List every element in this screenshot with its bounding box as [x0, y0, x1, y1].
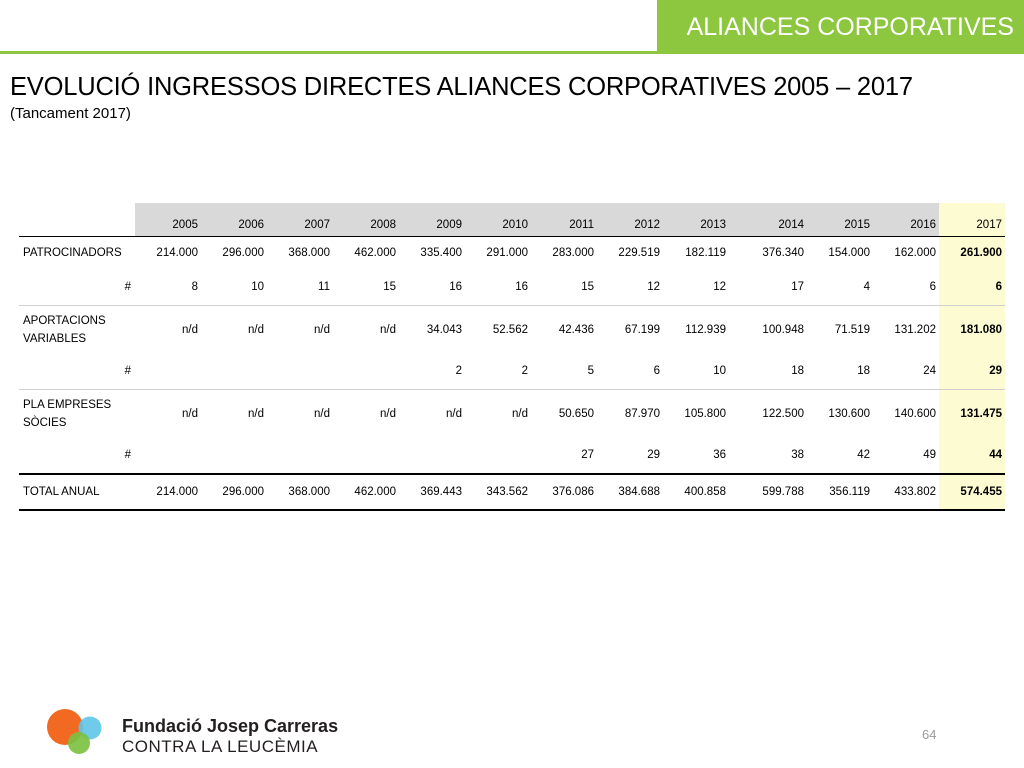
table-cell: 384.688	[597, 474, 663, 510]
table-cell: 140.600	[894, 407, 936, 420]
table-cell: 44	[939, 438, 1005, 474]
table-cell: 15	[531, 270, 597, 306]
table-cell: 2	[399, 354, 465, 390]
page-title: EVOLUCIÓ INGRESSOS DIRECTES ALIANCES CORPORATIVES 2005 – 2017	[10, 73, 913, 101]
row-label: PATROCINADORS	[23, 247, 122, 259]
row-label: #	[19, 270, 135, 306]
table-row	[19, 474, 1005, 510]
table-cell: 154.000	[828, 247, 870, 259]
section-banner	[657, 0, 1024, 53]
table-cell: 29	[597, 438, 663, 474]
row-label: APORTACIONS VARIABLES	[23, 314, 106, 345]
table-cell: 131.475	[939, 389, 1005, 438]
table-cell: 122.500	[762, 407, 804, 420]
year-header: 2013	[663, 203, 729, 236]
table-cell: n/d	[446, 407, 462, 420]
table-cell: 462.000	[354, 247, 396, 259]
table-cell: 433.802	[873, 474, 939, 510]
table-cell: 2	[465, 354, 531, 390]
table-cell: 50.650	[558, 407, 594, 420]
table-cell: 400.858	[663, 474, 729, 510]
table-cell: 42	[807, 438, 873, 474]
table-header-row	[19, 203, 1005, 236]
table-cell: 4	[807, 270, 873, 306]
table-count-row	[19, 354, 1005, 390]
table-row	[19, 305, 1005, 354]
table-cell: 8	[135, 270, 201, 306]
table-row	[19, 236, 1005, 270]
row-label: #	[19, 438, 135, 474]
table-cell: 36	[663, 438, 729, 474]
table-cell: 283.000	[552, 247, 594, 259]
table-cell: 343.562	[465, 474, 531, 510]
table-cell: 29	[939, 354, 1005, 390]
table-cell: n/d	[248, 407, 264, 420]
table-cell: n/d	[380, 407, 396, 420]
table-corner-cell	[19, 203, 135, 236]
table-cell: 462.000	[333, 474, 399, 510]
table-cell: 376.340	[762, 247, 804, 259]
table-cell: 100.948	[762, 323, 804, 336]
table-cell: 368.000	[267, 474, 333, 510]
table-cell: 6	[597, 354, 663, 390]
table-cell: 214.000	[135, 474, 201, 510]
table-cell: 42.436	[558, 323, 594, 336]
page-number: 64	[922, 727, 937, 742]
table-cell	[333, 438, 399, 474]
table-cell: n/d	[512, 407, 528, 420]
year-header: 2007	[267, 203, 333, 236]
table-cell: 18	[807, 354, 873, 390]
year-header: 2010	[465, 203, 531, 236]
table-cell	[465, 438, 531, 474]
table-cell: 24	[873, 354, 939, 390]
table-count-row	[19, 438, 1005, 474]
section-title: ALIANCES CORPORATIVES	[686, 13, 1014, 41]
table-cell: 17	[729, 270, 807, 306]
table-cell	[333, 354, 399, 390]
year-header: 2005	[135, 203, 201, 236]
table-cell: 296.000	[201, 474, 267, 510]
table-cell: 27	[531, 438, 597, 474]
table-cell: 18	[729, 354, 807, 390]
table-cell	[267, 354, 333, 390]
table-cell: 291.000	[486, 247, 528, 259]
table-cell: 71.519	[834, 323, 870, 336]
table-cell: 5	[531, 354, 597, 390]
table-cell: 112.939	[685, 323, 726, 336]
table-cell: 15	[333, 270, 399, 306]
table-cell: 181.080	[939, 305, 1005, 354]
year-header: 2012	[597, 203, 663, 236]
table-cell: 335.400	[420, 247, 462, 259]
year-header: 2011	[531, 203, 597, 236]
income-table	[19, 203, 1005, 511]
table-cell	[399, 438, 465, 474]
table-cell: 16	[465, 270, 531, 306]
table-cell: 87.970	[624, 407, 660, 420]
table-cell: 49	[873, 438, 939, 474]
page-subtitle: (Tancament 2017)	[10, 105, 131, 122]
table-cell: 356.119	[807, 474, 873, 510]
table-cell: 6	[873, 270, 939, 306]
table-cell: 296.000	[222, 247, 264, 259]
table-body	[19, 236, 1005, 510]
year-header-current: 2017	[939, 203, 1005, 236]
table-cell: n/d	[182, 407, 198, 420]
year-header: 2006	[201, 203, 267, 236]
table-cell: 67.199	[624, 323, 660, 336]
table-cell: 130.600	[828, 407, 870, 420]
table-row	[19, 389, 1005, 438]
table-cell	[201, 438, 267, 474]
logo-tagline: CONTRA LA LEUCÈMIA	[122, 737, 319, 756]
table-cell	[267, 438, 333, 474]
row-label: TOTAL ANUAL	[19, 474, 135, 510]
row-label: #	[19, 354, 135, 390]
table-cell: 10	[201, 270, 267, 306]
year-header: 2014	[729, 203, 807, 236]
table-cell: n/d	[314, 407, 330, 420]
table-cell: 131.202	[894, 323, 936, 336]
table-cell: 599.788	[729, 474, 807, 510]
table-cell: 34.043	[426, 323, 462, 336]
table-cell: 162.000	[894, 247, 936, 259]
logo-name: Fundació Josep Carreras	[122, 716, 339, 736]
year-header: 2009	[399, 203, 465, 236]
table-cell: 11	[267, 270, 333, 306]
logo-mark	[46, 708, 110, 756]
table-cell	[201, 354, 267, 390]
table-cell: n/d	[380, 323, 396, 336]
year-header: 2016	[873, 203, 939, 236]
table-cell: 52.562	[492, 323, 528, 336]
table-cell: 214.000	[156, 247, 198, 259]
table-cell: 261.900	[939, 236, 1005, 270]
table-cell: n/d	[182, 323, 198, 336]
table-cell: 574.455	[939, 474, 1005, 510]
year-header: 2008	[333, 203, 399, 236]
table-cell: 10	[663, 354, 729, 390]
table-cell: n/d	[314, 323, 330, 336]
table-cell: 376.086	[531, 474, 597, 510]
table-cell: 38	[729, 438, 807, 474]
logo-green-circle	[68, 732, 90, 754]
table-cell: 12	[597, 270, 663, 306]
table-cell: 182.119	[685, 247, 726, 259]
table-cell: 12	[663, 270, 729, 306]
table-cell	[135, 438, 201, 474]
table-cell: 16	[399, 270, 465, 306]
table-cell: 105.800	[684, 407, 726, 420]
table-cell: 229.519	[618, 247, 660, 259]
table-cell: 369.443	[399, 474, 465, 510]
year-header: 2015	[807, 203, 873, 236]
row-label: PLA EMPRESES SÒCIES	[23, 398, 112, 429]
table-cell	[135, 354, 201, 390]
table-count-row	[19, 270, 1005, 306]
table-cell: 368.000	[288, 247, 330, 259]
table-cell: n/d	[248, 323, 264, 336]
table-cell: 6	[939, 270, 1005, 306]
